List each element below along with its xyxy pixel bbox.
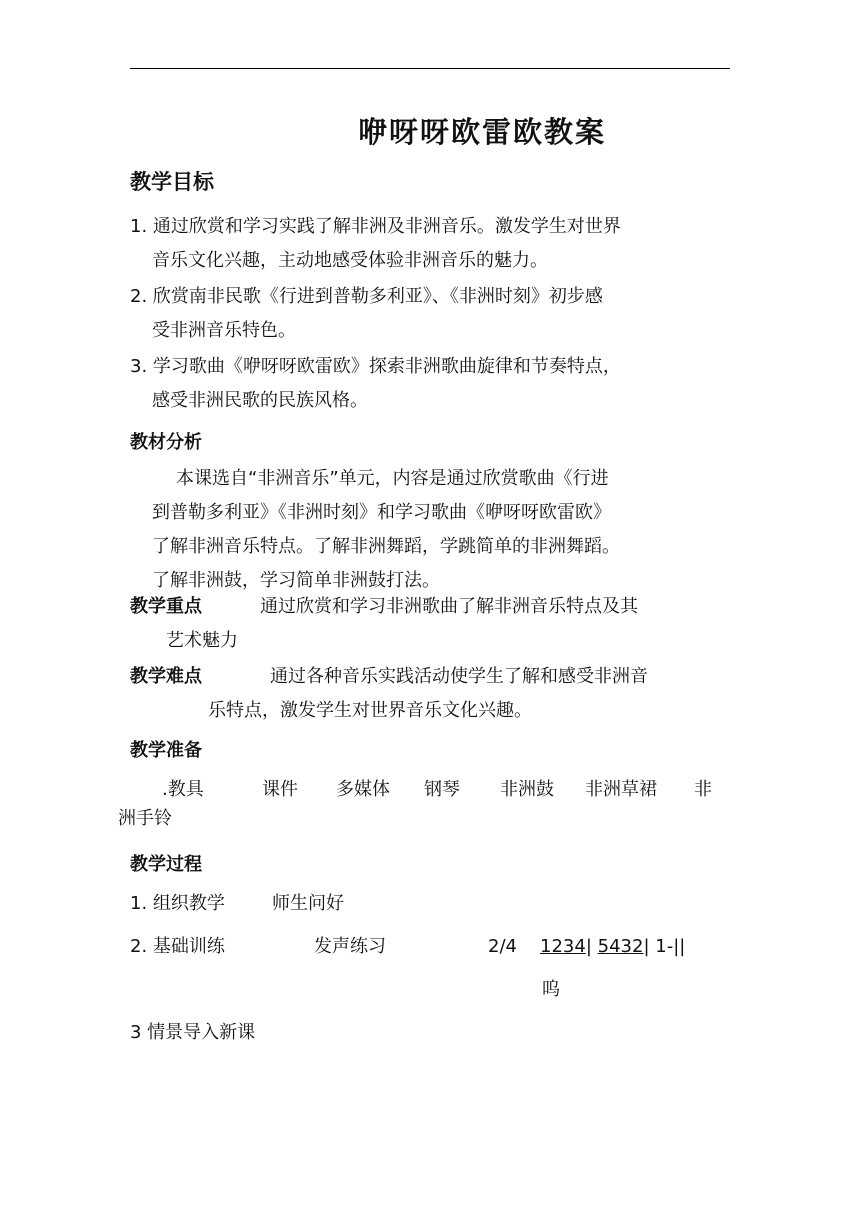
prep-item-wrap: 洲手铃 xyxy=(118,808,172,829)
objective-3-line2: 感受非洲民歌的民族风格。 xyxy=(152,390,368,411)
difficulty-text-line2: 乐特点，激发学生对世界音乐文化兴趣。 xyxy=(208,700,532,721)
barline: | xyxy=(643,936,650,957)
difficulty-text-line1: 通过各种音乐实践活动使学生了解和感受非洲音 xyxy=(270,666,648,687)
difficulty xyxy=(130,660,648,728)
step3-text: 3 情景导入新课 xyxy=(130,1022,256,1043)
objective-1-line1: 1. 通过欣赏和学习实践了解非洲及非洲音乐。激发学生对世界 xyxy=(130,216,621,237)
page-title: 咿呀呀欧雷欧教案 xyxy=(358,115,607,149)
analysis-paragraph xyxy=(152,462,620,598)
objective-3-line1: 3. 学习歌曲《咿呀呀欧雷欧》探索非洲歌曲旋律和节奏特点， xyxy=(130,356,621,377)
measure-3: 1- xyxy=(655,936,674,957)
step2-label: 2. 基础训练 xyxy=(130,936,225,957)
analysis-line: 了解非洲音乐特点。了解非洲舞蹈，学跳简单的非洲舞蹈。 xyxy=(152,536,620,557)
prep-item: 钢琴 xyxy=(424,779,460,800)
key-point-text-line1: 通过欣赏和学习非洲歌曲了解非洲音乐特点及其 xyxy=(260,596,638,617)
preparation-heading: 教学准备 xyxy=(130,740,202,761)
analysis-heading: 教材分析 xyxy=(130,432,202,453)
analysis-line: 了解非洲鼓，学习简单非洲鼓打法。 xyxy=(152,570,440,591)
lyric: 呜 xyxy=(542,979,560,1000)
prep-item: 非洲草裙 xyxy=(585,779,657,800)
objectives-heading: 教学目标 xyxy=(130,170,214,194)
prep-item: 非 xyxy=(694,779,712,800)
step1-label: 1. 组织教学 xyxy=(130,893,225,914)
objective-3 xyxy=(130,350,621,418)
key-point-text-line2: 艺术魅力 xyxy=(166,630,238,651)
notation xyxy=(540,930,685,964)
objective-2-line1: 2. 欣赏南非民歌《行进到普勒多利亚》、《非洲时刻》初步感 xyxy=(130,286,603,307)
key-point-label: 教学重点 xyxy=(130,596,202,617)
time-signature: 2/4 xyxy=(488,936,517,957)
step2-detail: 发声练习 xyxy=(314,936,386,957)
objective-2-line2: 受非洲音乐特色。 xyxy=(152,320,296,341)
objective-2 xyxy=(130,280,603,348)
prep-item: 课件 xyxy=(262,779,298,800)
key-point xyxy=(130,590,638,658)
analysis-line: 到普勒多利亚》《非洲时刻》和学习歌曲《咿呀呀欧雷欧》 xyxy=(152,502,611,523)
top-rule xyxy=(130,68,730,69)
objective-1-line2: 音乐文化兴趣，主动地感受体验非洲音乐的魅力。 xyxy=(152,250,548,271)
analysis-line: 本课选自“非洲音乐”单元，内容是通过欣赏歌曲《行进 xyxy=(176,468,609,489)
difficulty-label: 教学难点 xyxy=(130,666,202,687)
step1-detail: 师生问好 xyxy=(272,893,344,914)
prep-item: 非洲鼓 xyxy=(500,779,554,800)
prep-item: .教具 xyxy=(162,779,204,800)
prep-item: 多媒体 xyxy=(336,779,390,800)
process-heading: 教学过程 xyxy=(130,854,202,875)
objective-1 xyxy=(130,210,621,278)
measure-1: 1234 xyxy=(540,936,586,957)
measure-2: 5432 xyxy=(597,936,644,957)
final-barline: || xyxy=(673,936,686,957)
barline: | xyxy=(585,936,592,957)
